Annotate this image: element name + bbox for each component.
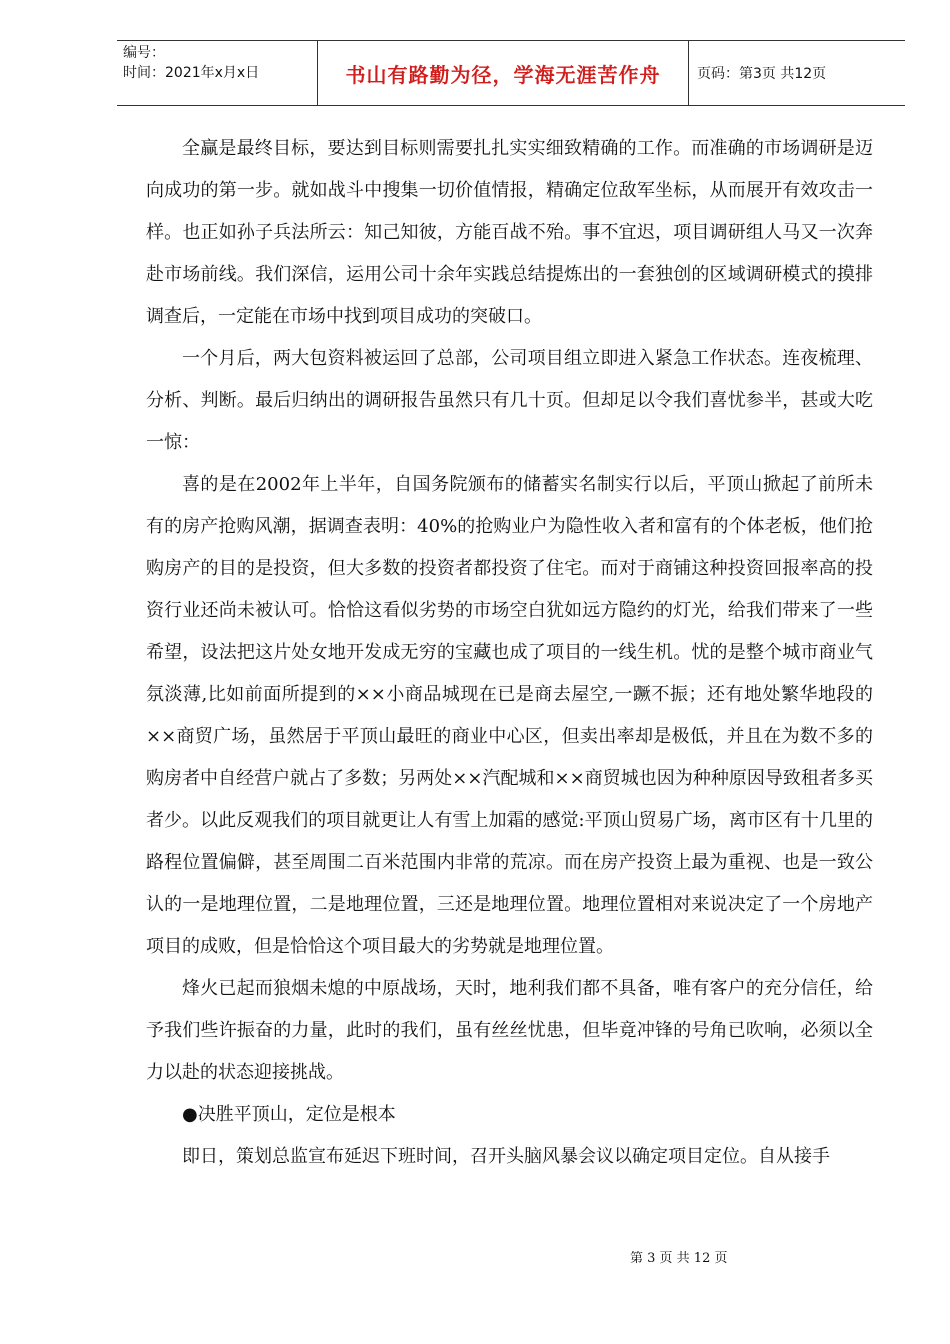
paragraph: 全赢是最终目标，要达到目标则需要扎扎实实细致精确的工作。而准确的市场调研是迈向成功的第一步。就如战斗中搜集一切价值情报，精确定位敌军坐标，从而展开有效攻击一样。也正如孙子兵法所云：知己知彼，方能百战不殆。事不宜迟，项目调研组人马又一次奔赴市场前线。我们深信，运用公司十余年实践总结提炼出的一套独创的区域调研模式的摸排调查后，一定能在市场中找到项目成功的突破口。 xyxy=(146,138,873,327)
header-meta xyxy=(117,41,317,105)
paragraph: 一个月后，两大包资料被运回了总部，公司项目组立即进入紧急工作状态。连夜梳理、分析、判断。最后归纳出的调研报告虽然只有几十页。但却足以令我们喜忧参半，甚或大吃一惊： xyxy=(146,348,873,453)
doc-number-label: 编号： xyxy=(123,45,165,61)
document-body xyxy=(146,128,873,1178)
header-page-info: 页码：第3页 共12页 xyxy=(697,66,827,82)
paragraph: 即日，策划总监宣布延迟下班时间，召开头脑风暴会议以确定项目定位。自从接手 xyxy=(182,1146,830,1167)
page-header xyxy=(117,40,905,106)
header-motto: 书山有路勤为径，学海无涯苦作舟 xyxy=(317,41,689,105)
paragraph: 喜的是在2002年上半年，自国务院颁布的储蓄实名制实行以后，平顶山掀起了前所未有的房产抢购风潮，据调查表明：40%的抢购业户为隐性收入者和富有的个体老板，他们抢购房产的目的是投资，但大多数的投资者都投资了住宅。而对于商铺这种投资回报率高的投资行业还尚未被认可。恰恰这看似劣势的市场空白犹如远方隐约的灯光，给我们带来了一些希望，设法把这片处女地开发成无穷的宝藏也成了项目的一线生机。忧的是整个城市商业气氛淡薄,比如前面所提到的××小商品城现在已是商去屋空,一蹶不振；还有地处繁华地段的××商贸广场，虽然居于平顶山最旺的商业中心区，但卖出率却是极低，并且在为数不多的购房者中自经营户就占了多数；另两处××汽配城和××商贸城也因为种种原因导致租者多买者少。以此反观我们的项目就更让人有雪上加霜的感觉:平顶山贸易广场，离市区有十几里的路程位置偏僻，甚至周围二百米范围内非常的荒凉。而在房产投资上最为重视、也是一致公认的一是地理位置，二是地理位置，三还是地理位置。地理位置相对来说决定了一个房地产项目的成败，但是恰恰这个项目最大的劣势就是地理位置。 xyxy=(146,474,873,957)
page-footer: 第 3 页 共 12 页 xyxy=(630,1251,728,1266)
paragraph: 烽火已起而狼烟未熄的中原战场，天时，地利我们都不具备，唯有客户的充分信任，给予我们些许振奋的力量，此时的我们，虽有丝丝忧患，但毕竟冲锋的号角已吹响，必须以全力以赴的状态迎接挑战。 xyxy=(146,978,873,1083)
doc-time-label: 时间：2021年x月x日 xyxy=(123,65,260,81)
section-heading: ●决胜平顶山，定位是根本 xyxy=(182,1104,396,1125)
